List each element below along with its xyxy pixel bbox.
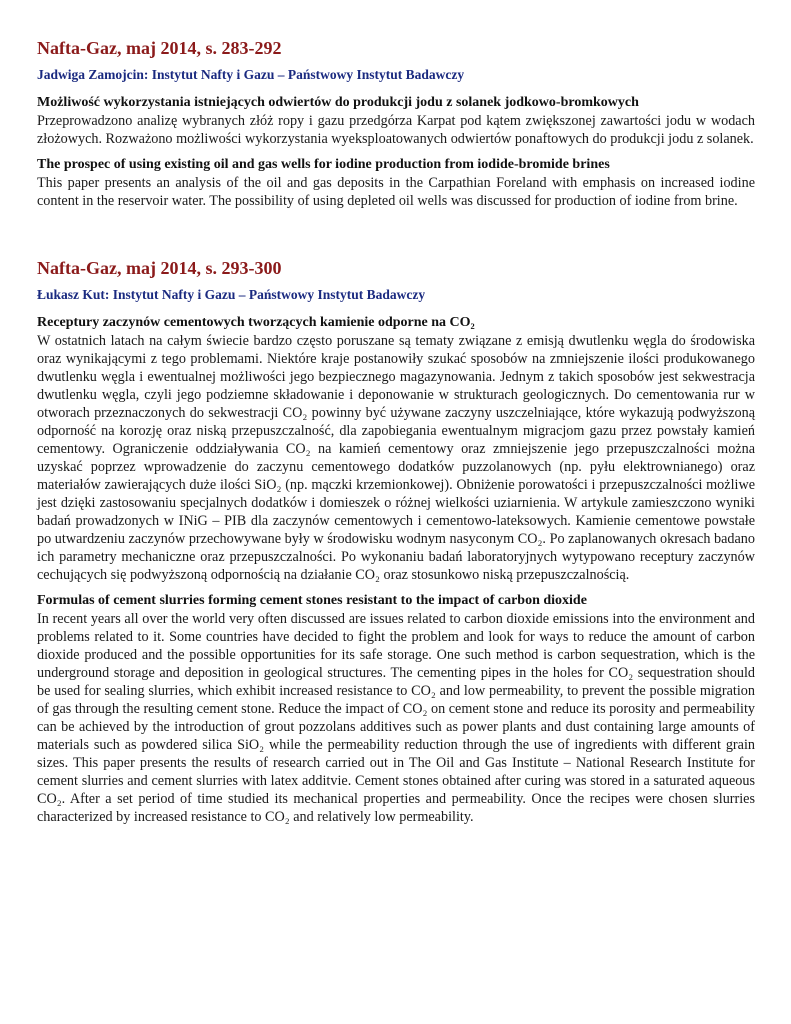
english-title: Formulas of cement slurries forming cement stones resistant to the impact of carbon dioxide (37, 593, 587, 608)
polish-abstract: Przeprowadzono analizę wybranych złóż ropy i gazu przedgórza Karpat pod kątem zwiększonej zawartości jodu w wodach złożowych. Rozważono możliwości wykorzystania wyeksploatowanych odwiertów ponaftowych do produkcji jodu z solanek. (37, 113, 755, 147)
journal-citation: Nafta-Gaz, maj 2014, s. 283-292 (37, 38, 282, 58)
author-affiliation: Łukasz Kut: Instytut Nafty i Gazu – Państwowy Instytut Badawczy (37, 287, 426, 302)
english-abstract: This paper presents an analysis of the oil and gas deposits in the Carpathian Foreland with emphasis on increased iodine content in the reservoir water. The possibility of using depleted oil wells was discussed for production of iodine from brine. (37, 175, 755, 209)
english-title: The prospec of using existing oil and gas wells for iodine production from iodide-bromide brines (37, 157, 610, 172)
polish-abstract: W ostatnich latach na całym świecie bardzo często poruszane są tematy związane z emisją dwutlenku węgla do środowiska oraz wynikającymi z tego problemami. Niektóre kraje postanowiły szukać sposobów na zmniejszenie ilości produkowanego dwutlenku węgla i ewentualnej możliwości jego bezpiecznego magazynowania. Jednym z takich sposobów jest sekwestracja dwutlenku węgla, czyli jego podziemne składowanie i deponowanie w strukturach geologicznych. Do cementowania rur w otworach przeznaczonych do sekwestracji CO₂ powinny być używane zaczyny uszczelniające, które wykazują podwyższoną odporność na korozję oraz niską przepuszczalność, dla zapobiegania ewentualnym migracjom gazu przez powstały kamień cementowy. Ograniczenie oddziaływania CO₂ na kamień cementowy oraz zmniejszenie jego przepuszczalności można uzyskać poprzez wprowadzenie do zaczynu cementowego dodatków puzzolanowych (np. pyłu elektrownianego) oraz materiałów zawierających duże ilości SiO₂ (np. mączki krzemionkowej). Obniżenie porowatości i przepuszczalności możliwe jest dzięki zastosowaniu specjalnych dodatków i domieszek o różnej wielkości uziarnienia. W artykule zamieszczono wyniki badań prowadzonych w INiG – PIB dla zaczynów cementowych i cementowo-lateksowych. Kamienie cementowe powstałe po utwardzeniu zaczynów przechowywane były w środowisku wodnym nasyconym CO₂. Po zaplanowanych okresach badano ich parametry mechaniczne oraz przepuszczalności. Po wykonaniu badań laboratoryjnych wytypowano receptury zaczynów cechujących się podwyższoną odpornością na działanie CO₂ oraz stosunkowo niską przepuszczalnością. (37, 333, 755, 583)
article-1 (37, 36, 755, 218)
journal-citation: Nafta-Gaz, maj 2014, s. 293-300 (37, 258, 282, 278)
article-2 (37, 256, 755, 834)
author-affiliation: Jadwiga Zamojcin: Instytut Nafty i Gazu – Państwowy Instytut Badawczy (37, 67, 465, 82)
polish-title: Możliwość wykorzystania istniejących odwiertów do produkcji jodu z solanek jodkowo-bromkowych (37, 95, 639, 110)
polish-title: Receptury zaczynów cementowych tworzących kamienie odporne na CO₂ (37, 315, 475, 330)
english-abstract: In recent years all over the world very often discussed are issues related to carbon dioxide emissions into the environment and problems related to it. Some countries have decided to fight the problem and look for ways to reduce the amount of carbon dioxide produced and the possible opportunities for its safe storage. One such method is carbon sequestration, which is the underground storage and deposition in geological structures. The cementing pipes in the holes for CO₂ sequestration should be used for sealing slurries, which exhibit increased resistance to CO₂ and low permeability, to prevent the possible migration of gas through the resulting cement stone. Reduce the impact of CO₂ on cement stone and reduce its porosity and permeability can be achieved by the introduction of grout pozzolans additives such as power plants and dust containing large amounts of materials such as powdered silica SiO₂ while the permeability reduction through the use of ingredients with different grain sizes. This paper presents the results of research carried out in The Oil and Gas Institute – National Research Institute for cement slurries and cement slurries with latex additvie. Cement stones obtained after curing was stored in a saturated aqueous CO₂. After a set period of time studied its mechanical properties and permeability. Once the recipes were chosen slurries characterized by increased resistance to CO₂ and relatively low permeability. (37, 611, 755, 825)
